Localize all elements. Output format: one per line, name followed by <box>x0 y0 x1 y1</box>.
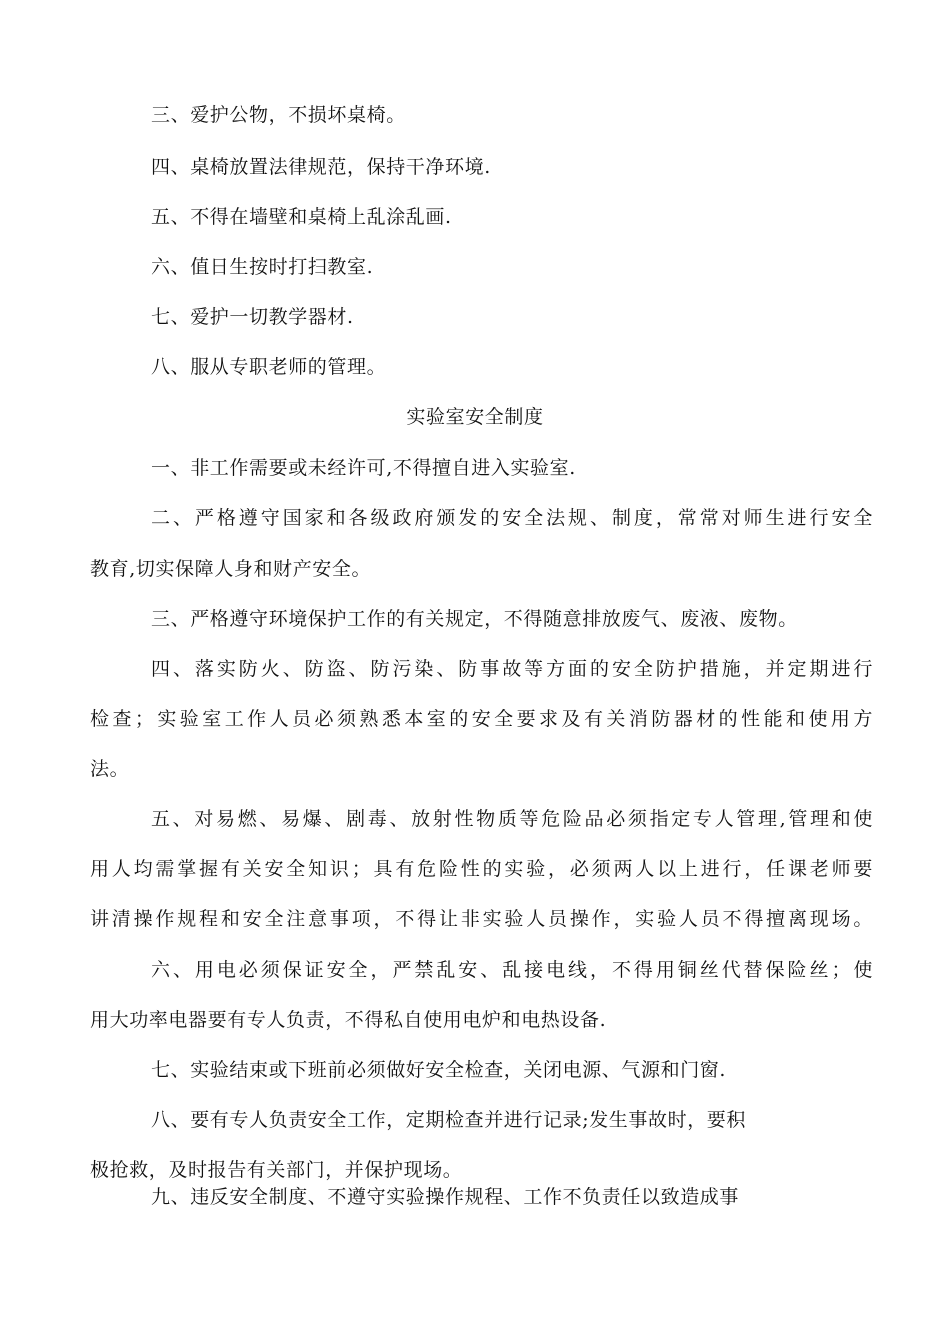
lab-rule-5-line-2: 用人均需掌握有关安全知识；具有危险性的实验，必须两人以上进行，任课老师要 <box>90 858 873 880</box>
lab-rule-7: 七、实验结束或下班前必须做好安全检查，关闭电源、气源和门窗. <box>151 1059 727 1081</box>
lab-rule-1: 一、非工作需要或未经许可,不得擅自进入实验室. <box>151 457 576 479</box>
lab-rule-8-line-2: 极抢救，及时报告有关部门，并保护现场。 <box>90 1159 463 1181</box>
classroom-rule-3: 三、爱护公物，不损坏桌椅。 <box>151 104 406 126</box>
lab-rule-6-line-2: 用大功率电器要有专人负责，不得私自使用电炉和电热设备. <box>90 1009 607 1031</box>
section-title: 实验室安全制度 <box>406 406 544 428</box>
classroom-rule-6: 六、值日生按时打扫教室. <box>151 256 374 278</box>
classroom-rule-7: 七、爱护一切教学器材. <box>151 306 354 328</box>
lab-rule-4-line-1: 四、落实防火、防盗、防污染、防事故等方面的安全防护措施，并定期进行 <box>151 658 873 680</box>
lab-rule-2-line-2: 教育,切实保障人身和财产安全。 <box>90 558 372 580</box>
lab-rule-6-line-1: 六、用电必须保证安全，严禁乱安、乱接电线，不得用铜丝代替保险丝；使 <box>151 959 873 981</box>
lab-rule-2-line-1: 二、严格遵守国家和各级政府颁发的安全法规、制度，常常对师生进行安全 <box>151 507 873 529</box>
lab-rule-5-line-3: 讲清操作规程和安全注意事项，不得让非实验人员操作，实验人员不得擅离现场。 <box>90 908 873 930</box>
classroom-rule-5: 五、不得在墙壁和桌椅上乱涂乱画. <box>151 206 452 228</box>
lab-rule-4-line-2: 检查；实验室工作人员必须熟悉本室的安全要求及有关消防器材的性能和使用方 <box>90 708 873 730</box>
lab-rule-9: 九、违反安全制度、不遵守实验操作规程、工作不负责任以致造成事 <box>151 1186 740 1208</box>
lab-rule-5-line-1: 五、对易燃、易爆、剧毒、放射性物质等危险品必须指定专人管理,管理和使 <box>151 808 873 830</box>
lab-rule-8-line-1: 八、要有专人负责安全工作，定期检查并进行记录;发生事故时，要积 <box>151 1109 747 1131</box>
lab-rule-4-line-3: 法。 <box>90 758 130 780</box>
classroom-rule-4: 四、桌椅放置法律规范，保持干净环境. <box>151 156 491 178</box>
lab-rule-3: 三、严格遵守环境保护工作的有关规定，不得随意排放废气、废液、废物。 <box>151 608 798 630</box>
classroom-rule-8: 八、服从专职老师的管理。 <box>151 356 387 378</box>
